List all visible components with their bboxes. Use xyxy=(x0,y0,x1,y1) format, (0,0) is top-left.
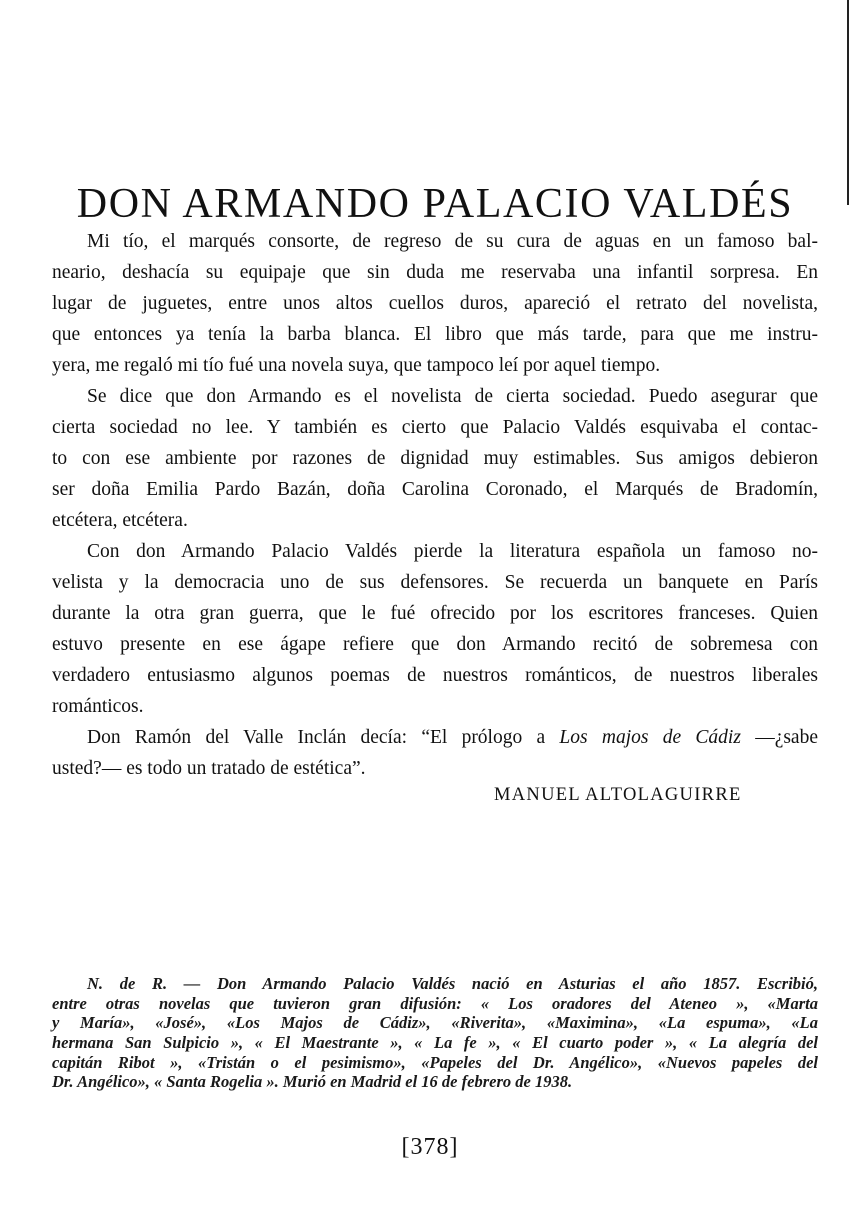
page-number: [378] xyxy=(401,1134,459,1160)
text-line: etcétera, etcétera. xyxy=(52,510,188,531)
text-line: estuvo presente en ese ágape refiere que don Armando recitó de sobremesa con xyxy=(52,634,818,655)
page-edge-line xyxy=(847,0,849,205)
footnote-line: N. de R. — Don Armando Palacio Valdés nació en Asturias el año 1857. Escribió, xyxy=(87,974,818,993)
text-line: velista y la democracia uno de sus defensores. Se recuerda un banquete en París xyxy=(52,572,818,593)
text-line: verdadero entusiasmo algunos poemas de nuestros románticos, de nuestros liberales xyxy=(52,665,818,686)
quote-text: —¿sabe xyxy=(740,727,818,748)
text-line: lugar de juguetes, entre unos altos cuellos duros, apareció el retrato del novelista, xyxy=(52,293,818,314)
article-body xyxy=(52,226,818,784)
text-line: ser doña Emilia Pardo Bazán, doña Carolina Coronado, el Marqués de Bradomín, xyxy=(52,479,818,500)
footnote-line: hermana San Sulpicio », « El Maestrante », « La fe », « El cuarto poder », « La alegría del xyxy=(52,1033,818,1053)
book-title: Los majos de Cádiz xyxy=(559,727,741,748)
paragraph-2 xyxy=(52,381,818,536)
editor-footnote xyxy=(52,974,818,1092)
text-line: Mi tío, el marqués consorte, de regreso de su cura de aguas en un famoso bal- xyxy=(87,231,818,252)
text-line: cierta sociedad no lee. Y también es cierto que Palacio Valdés esquivaba el contac- xyxy=(52,417,818,438)
text-line: usted?— es todo un tratado de estética”. xyxy=(52,758,366,779)
quote-text: Don Ramón del Valle Inclán decía: “El prólogo a xyxy=(87,727,560,748)
paragraph-3 xyxy=(52,536,818,722)
author-signature: MANUEL ALTOLAGUIRRE xyxy=(494,785,742,805)
text-line: durante la otra gran guerra, que le fué ofrecido por los escritores franceses. Quien xyxy=(52,603,818,624)
footnote-line: Dr. Angélico», « Santa Rogelia ». Murió en Madrid el 16 de febrero de 1938. xyxy=(52,1072,573,1092)
text-line: románticos. xyxy=(52,696,144,717)
text-line: neario, deshacía su equipaje que sin duda me reservaba una infantil sorpresa. En xyxy=(52,262,818,283)
footnote-line: y María», «José», «Los Majos de Cádiz», «Riverita», «Maximina», «La espuma», «La xyxy=(52,1013,818,1033)
text-line: Con don Armando Palacio Valdés pierde la literatura española un famoso no- xyxy=(87,541,818,562)
text-line: Se dice que don Armando es el novelista de cierta sociedad. Puedo asegurar que xyxy=(87,386,818,407)
footnote-line: entre otras novelas que tuvieron gran difusión: « Los oradores del Ateneo », «Marta xyxy=(52,993,818,1013)
text-line: yera, me regaló mi tío fué una novela suya, que tampoco leí por aquel tiempo. xyxy=(52,355,661,376)
text-line: que entonces ya tenía la barba blanca. El libro que más tarde, para que me instru- xyxy=(52,324,818,345)
paragraph-1 xyxy=(52,226,818,381)
footnote-line: capitán Ribot », «Tristán o el pesimismo», «Papeles del Dr. Angélico», «Nuevos papeles del xyxy=(52,1052,818,1072)
text-line xyxy=(52,722,818,753)
article-title: DON ARMANDO PALACIO VALDÉS xyxy=(76,181,794,228)
paragraph-quote xyxy=(52,722,818,784)
text-line: to con ese ambiente por razones de dignidad muy estimables. Sus amigos debieron xyxy=(52,448,818,469)
